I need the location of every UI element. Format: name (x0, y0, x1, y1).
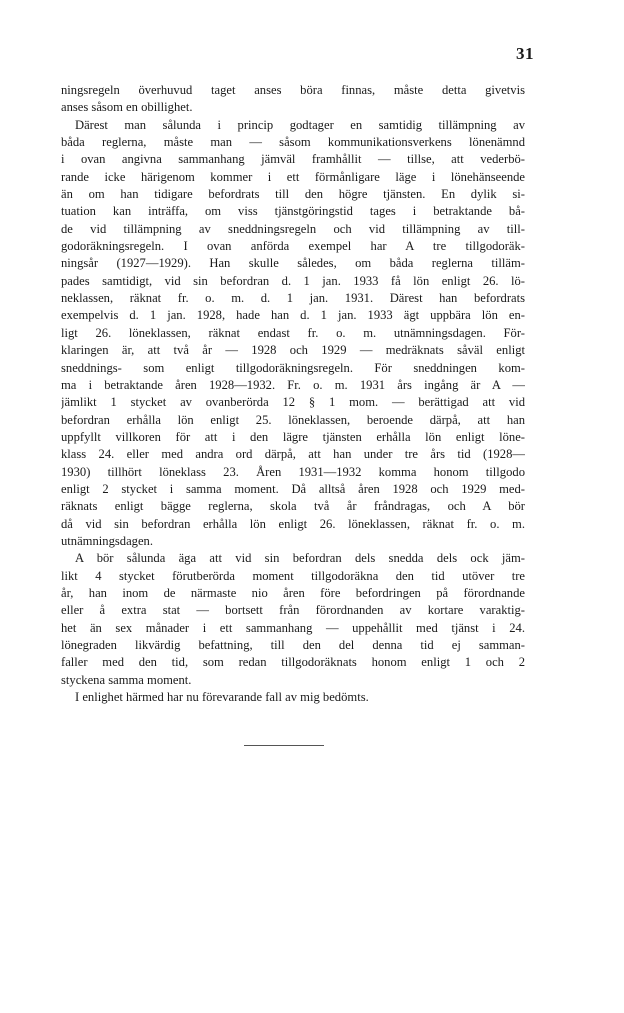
text-line: klaringen är, att två år — 1928 och 1929 — medräknats såväl enligt (61, 343, 525, 358)
text-line: het än sex månader i ett sammanhang — uppehållit med tjänst i 24. (61, 620, 525, 635)
text-line: då vid sin befordran erhålla lön enligt 26. löneklassen, räknat fr. o. m. (61, 516, 525, 531)
paragraph (61, 117, 525, 551)
text-line: ligt 26. löneklassen, räknat endast fr. o. m. utnämningsdagen. För- (61, 325, 525, 340)
text-line: enligt 2 stycket i samma moment. Då alltså åren 1928 och 1929 med- (61, 481, 525, 496)
text-line: ma i betraktande åren 1928—1932. Fr. o. m. 1931 års ingång är A — (61, 377, 525, 392)
text-line: A bör sålunda äga att vid sin befordran dels snedda dels ock jäm- (75, 551, 525, 566)
page-number: 31 (516, 44, 534, 63)
body-text (61, 82, 525, 706)
section-divider (244, 745, 324, 746)
text-line: räknats enligt bägge reglerna, skola två år fråndragas, och A bör (61, 499, 525, 514)
text-line: än om han tidigare befordrats till den högre tjänsten. En dylik si- (61, 187, 525, 202)
text-line: styckena samma moment. (61, 672, 192, 687)
text-line: år, han inom de närmaste nio åren före befordringen på förordnande (61, 585, 525, 600)
text-line: tuation kan inträffa, om viss tjänstgöringstid tages i betraktande bå- (61, 204, 525, 219)
text-line: faller med den tid, som redan tillgodoräknats honom enligt 1 och 2 (61, 655, 525, 670)
paragraph (61, 689, 525, 706)
text-line: eller å extra stat — bortsett från förordnanden av kortare varaktig- (61, 603, 525, 618)
text-line: i ovan angivna sammanhang jämväl framhållit — tillse, att vederbö- (61, 152, 525, 167)
text-line: båda reglerna, måste man — såsom kommunikationsverkens lönenämnd (61, 135, 525, 150)
text-line: befordran erhålla lön enligt 25. löneklassen, beroende därpå, att han (61, 412, 525, 427)
text-line: pades samtidigt, vid sin befordran d. 1 jan. 1933 få lön enligt 26. lö- (61, 273, 525, 288)
text-line: I enlighet härmed har nu förevarande fall av mig bedömts. (75, 690, 369, 705)
text-line: jämlikt 1 stycket av ovanberörda 12 § 1 mom. — berättigad att vid (61, 395, 525, 410)
text-line: uppfyllt villkoren för att i den lägre tjänsten erhålla lön enligt löne- (61, 429, 525, 444)
text-line: anses såsom en obillighet. (61, 100, 193, 115)
text-line: Därest man sålunda i princip godtager en samtidig tillämpning av (75, 117, 525, 132)
text-line: exempelvis d. 1 jan. 1928, hade han d. 1 jan. 1933 ägt uppbära lön en- (61, 308, 525, 323)
paragraph (61, 82, 525, 117)
text-line: klass 24. eller med andra ord därpå, att han under tre års tid (1928— (61, 447, 525, 462)
text-line: ningsår (1927—1929). Han skulle således, om båda reglerna tilläm- (61, 256, 525, 271)
text-line: de vid tillämpning av sneddningsregeln och vid tillämpning av till- (61, 221, 525, 236)
text-line: ningsregeln överhuvud taget anses böra finnas, måste detta givetvis (61, 83, 525, 97)
text-line: 1930) tillhört löneklass 23. Åren 1931—1932 komma honom tillgodo (61, 464, 525, 479)
text-line: likt 4 stycket förutberörda moment tillgodoräkna den tid utöver tre (61, 568, 525, 583)
text-line: rande icke härigenom kommer i ett förmånligare läge i lönehänseende (61, 169, 525, 184)
text-line: utnämningsdagen. (61, 533, 153, 548)
text-line: godoräkningsregeln. I ovan anförda exempel har A tre tillgodoräk- (61, 239, 525, 254)
paragraph (61, 550, 525, 689)
text-line: sneddnings- som enligt tillgodoräkningsregeln. För sneddningen kom- (61, 360, 525, 375)
text-line: lönegraden likvärdig befattning, till den del denna tid ej samman- (61, 638, 525, 652)
text-line: neklassen, räknat fr. o. m. d. 1 jan. 1931. Därest han befordrats (61, 291, 525, 306)
